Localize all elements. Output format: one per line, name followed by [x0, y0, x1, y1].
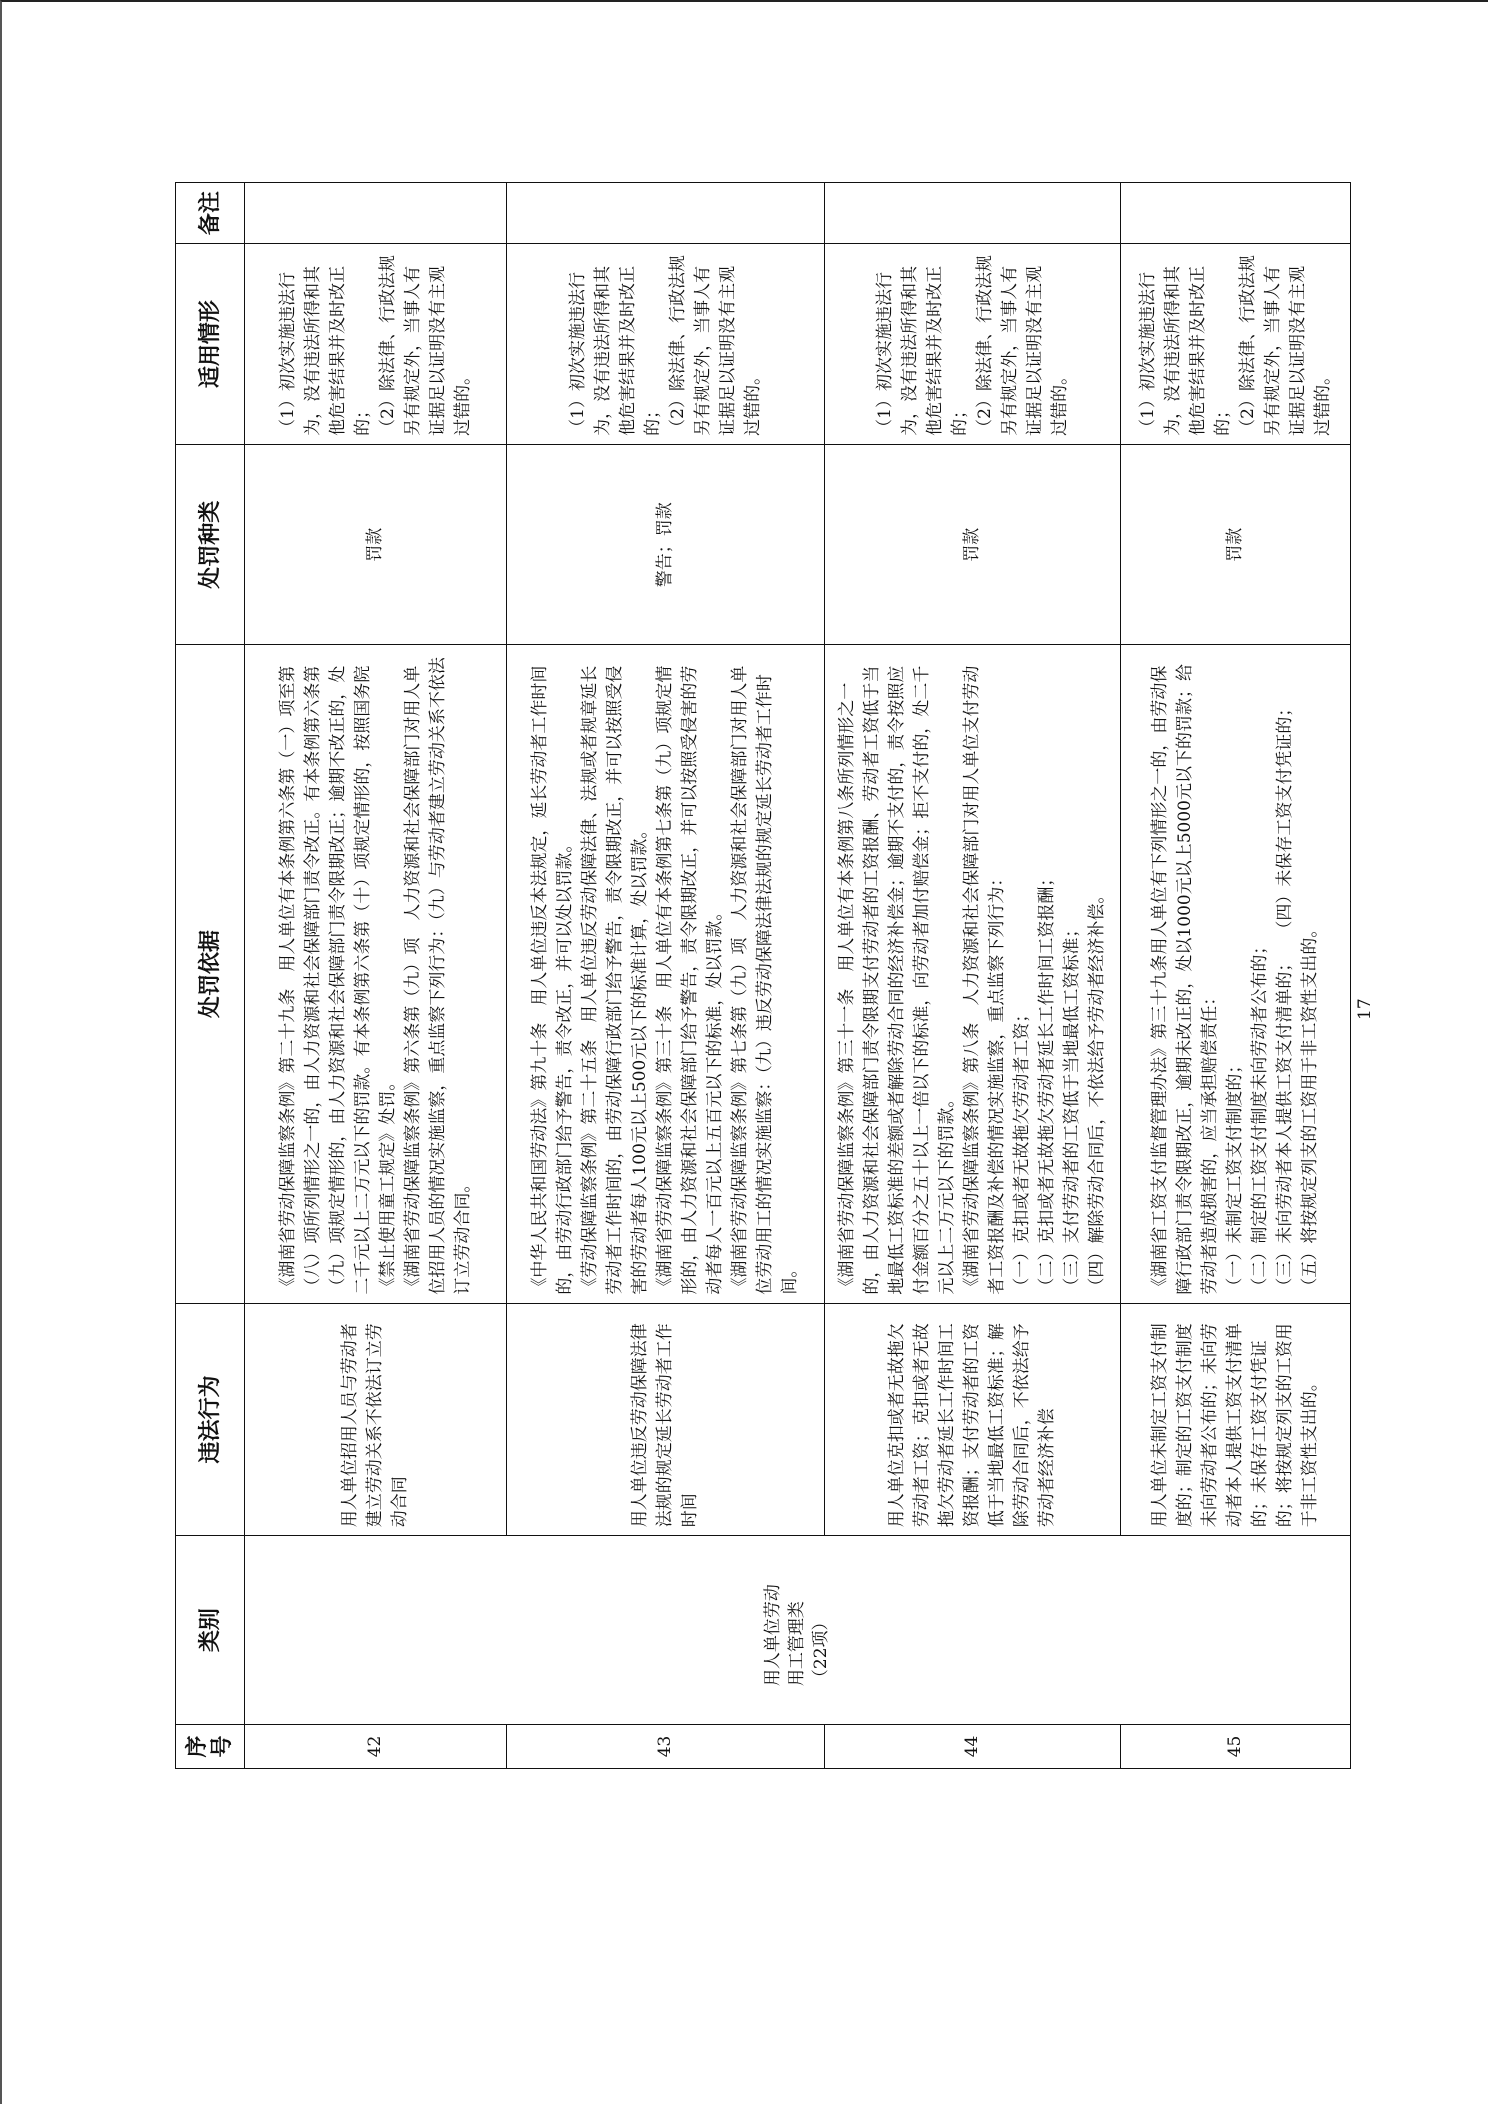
row-seq: 42 [245, 1724, 507, 1768]
row-seq: 44 [825, 1724, 1121, 1768]
row-penalty-type: 罚款 [825, 444, 1121, 645]
row-applicable [245, 244, 507, 445]
basis-paragraph: （四）解除劳动合同后，不依法给予劳动者经济补偿。 [1087, 886, 1107, 1295]
basis-paragraph: （三）支付劳动者的工资低于当地最低工资标准； [1062, 920, 1082, 1295]
penalty-table [175, 182, 1351, 1769]
table-row [825, 183, 1121, 1769]
applicable-item: （2）除法律、行政法规另有规定外，当事人有证据足以证明没有主观过错的。 [377, 255, 473, 436]
applicable-item: （2）除法律、行政法规另有规定外，当事人有证据足以证明没有主观过错的。 [667, 255, 763, 436]
applicable-item: （1）初次实施违法行为，没有违法所得和其他危害结果并及时改正的； [874, 265, 970, 436]
basis-paragraph: （二）克扣或者无故拖欠劳动者延长工作时间工资报酬； [1037, 869, 1057, 1295]
row-applicable [1121, 244, 1351, 445]
table-row [245, 183, 507, 1769]
basis-paragraph: （二）制定的工资支付制度未向劳动者公布的； [1250, 937, 1270, 1295]
applicable-item: （2）除法律、行政法规另有规定外，当事人有证据足以证明没有主观过错的。 [1237, 255, 1333, 436]
category-cell [245, 1536, 1351, 1725]
row-act: 用人单位克扣或者无故拖欠劳动者工资；克扣或者无故拖欠劳动者延长工作时间工资报酬；支付劳动者的工资低于当地最低工资标准；解除劳动合同后，不依法给予劳动者经济补偿 [825, 1303, 1121, 1536]
table-header-row [176, 183, 245, 1769]
page-number: 17 [1355, 998, 1375, 1020]
applicable-item: （2）除法律、行政法规另有规定外，当事人有证据足以证明没有主观过错的。 [974, 255, 1070, 436]
row-basis [245, 645, 507, 1303]
header-note: 备注 [176, 183, 245, 244]
basis-paragraph: 《劳动保障监察条例》第二十五条 用人单位违反劳动保障法律、法规或者规章延长劳动者工作时间的，由劳动保障行政部门给予警告，责令限期改正，并可以按照受侵害的劳动者每人100元以上500元以下的标准计算，处以罚款。 [580, 665, 650, 1295]
header-act: 违法行为 [176, 1303, 245, 1536]
header-category: 类别 [176, 1536, 245, 1725]
row-note [1121, 183, 1351, 244]
header-seq: 序号 [176, 1724, 245, 1768]
header-applicable: 适用情形 [176, 244, 245, 445]
row-penalty-type: 罚款 [1121, 444, 1351, 645]
row-applicable [507, 244, 825, 445]
applicable-item: （1）初次实施违法行为，没有违法所得和其他危害结果并及时改正的； [567, 265, 663, 436]
basis-paragraph: 《湖南省劳动保障监察条例》第三十一条 用人单位有本条例第八条所列情形之一的，由人力资源和社会保障部门责令限期支付劳动者的工资报酬、劳动者工资低于当地最低工资标准的差额或者解除劳动合同的经济补偿金；逾期不支付的，责令按照应付金额百分之五十以上一倍以下的标准，向劳动者加付赔偿金；拒不支付的，处二千元以上二万元以下的罚款。 [837, 665, 957, 1295]
applicable-item: （1）初次实施违法行为，没有违法所得和其他危害结果并及时改正的； [277, 265, 373, 436]
row-penalty-type: 警告；罚款 [507, 444, 825, 645]
row-seq: 45 [1121, 1724, 1351, 1768]
basis-paragraph: 《湖南省劳动保障监察条例》第八条 人力资源和社会保障部门对用人单位支付劳动者工资报酬及补偿的情况实施监察，重点监察下列行为： [962, 665, 1007, 1295]
category-label: 用人单位劳动用工管理类（22项） [763, 1584, 831, 1687]
basis-paragraph: （三）未向劳动者本人提供工资支付清单的； （四）未保存工资支付凭证的； [1275, 699, 1295, 1295]
basis-paragraph: 《湖南省劳动保障监察条例》第二十九条 用人单位有本条例第六条第（一）项至第（八）项所列情形之一的，由人力资源和社会保障部门责令改正。有本条例第六条第（九）项规定情形的，由人力资源和社会保障部门责令限期改正；逾期不改正的，处二千元以上二万元以下的罚款。有本条例第六条第（十）项规定情形的，按照国务院《禁止使用童工规定》处罚。 [277, 665, 398, 1295]
basis-paragraph: 《湖南省工资支付监督管理办法》第三十九条用人单位有下列情形之一的，由劳动保障行政部门责令限期改正，逾期未改正的，处以1000元以上5000元以下的罚款；给劳动者造成损害的，应当承担赔偿责任： [1150, 664, 1220, 1295]
row-note [245, 183, 507, 244]
row-applicable [825, 244, 1121, 445]
row-act: 用人单位违反劳动保障法律法规的规定延长劳动者工作时间 [507, 1303, 825, 1536]
row-note [825, 183, 1121, 244]
table-row [1121, 183, 1351, 1769]
header-basis: 处罚依据 [176, 645, 245, 1303]
basis-paragraph: （一）克扣或者无故拖欠劳动者工资； [1012, 1005, 1032, 1295]
basis-paragraph: 《湖南省劳动保障监察条例》第六条第（九）项 人力资源和社会保障部门对用人单位招用人员的情况实施监察，重点监察下列行为：（九）与劳动者建立劳动关系不依法订立劳动合同。 [402, 657, 473, 1295]
row-seq: 43 [507, 1724, 825, 1768]
row-penalty-type: 罚款 [245, 444, 507, 645]
basis-paragraph: （五）将按规定列支的工资用于非工资性支出的。 [1300, 920, 1320, 1295]
row-basis [825, 645, 1121, 1303]
row-act: 用人单位未制定工资支付制度的；制定的工资支付制度未向劳动者公布的；未向劳动者本人提供工资支付清单的；未保存工资支付凭证的；将按规定列支的工资用于非工资性支出的。 [1121, 1303, 1351, 1536]
row-note [507, 183, 825, 244]
header-penalty-type: 处罚种类 [176, 444, 245, 645]
basis-paragraph: 《湖南省劳动保障监察条例》第七条第（九）项 人力资源和社会保障部门对用人单位劳动用工的情况实施监察：（九）违反劳动保障法律法规的规定延长劳动者工作时间。 [730, 665, 800, 1295]
basis-paragraph: 《湖南省劳动保障监察条例》第三十条 用人单位有本条例第七条第（九）项规定情形的，由人力资源和社会保障部门给予警告，责令限期改正，并可以按照受侵害的劳动者每人一百元以上五百元以下的标准，处以罚款。 [655, 665, 725, 1295]
applicable-item: （1）初次实施违法行为，没有违法所得和其他危害结果并及时改正的； [1137, 265, 1233, 436]
row-act: 用人单位招用人员与劳动者建立劳动关系不依法订立劳动合同 [245, 1303, 507, 1536]
row-basis [507, 645, 825, 1303]
table-row [507, 183, 825, 1769]
row-basis [1121, 645, 1351, 1303]
basis-paragraph: （一）未制定工资支付制度的； [1225, 1056, 1245, 1295]
basis-paragraph: 《中华人民共和国劳动法》第九十条 用人单位违反本法规定，延长劳动者工作时间的，由劳动行政部门给予警告，责令改正，并可以处以罚款。 [530, 665, 575, 1295]
